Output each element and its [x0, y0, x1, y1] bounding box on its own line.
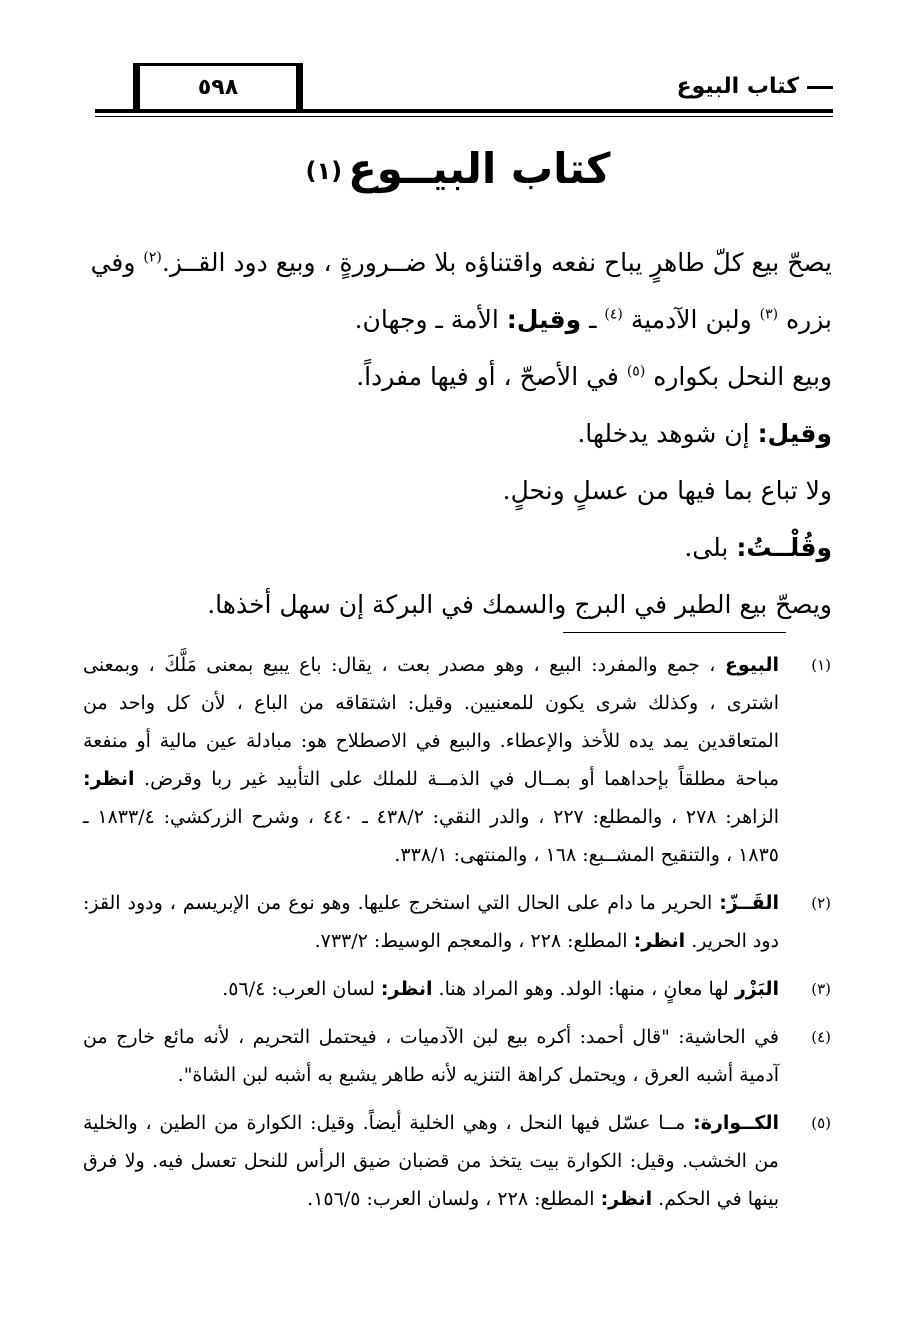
text-line-6	[80, 519, 832, 576]
note-ref-3: (٣)	[759, 306, 779, 323]
header-rule-thin	[95, 116, 833, 117]
note-ref-5: (٥)	[626, 363, 646, 380]
footnote-divider	[563, 632, 786, 633]
running-header	[95, 60, 833, 120]
line7-text: ويصحّ بيع الطير في البرج والسمك في البركة إن سهل أخذها.	[207, 590, 832, 619]
footnote-refs: المطلع: ٢٢٨ ، ولسان العرب: ١٥٦/٥.	[307, 1188, 601, 1210]
footnote-1	[83, 646, 831, 874]
header-rule-thick	[95, 109, 833, 113]
text-line-7	[80, 576, 832, 633]
line6-text: بلى.	[684, 533, 737, 562]
footnote-text	[83, 1104, 779, 1218]
footnote-number: (٥)	[811, 1114, 831, 1132]
main-text	[80, 234, 832, 633]
footnote-refs: لسان العرب: ٥٦/٤.	[222, 978, 381, 1000]
footnote-body: في الحاشية: "قال أحمد: أكره بيع لبن الآدميات ، فيحتمل التحريم ، لأنه مائع خارج من آدمية أشبه العرق ، ويحتمل كراهة التنزيه لأنه طاهر يشبع به أشبه لبن الشاة".	[83, 1026, 779, 1086]
note-ref-2: (٢)	[143, 249, 162, 266]
footnote-body: الحرير ما دام على الحال التي استخرج عليها. وهو نوع من الإبريسم ، ودود القز: دود الحرير.	[83, 892, 779, 952]
chapter-title-text: كتاب البيــوع	[348, 144, 611, 193]
footnote-number: (١)	[811, 656, 831, 674]
page-number: ٥٩٨	[197, 75, 239, 100]
text-line-5	[80, 462, 832, 519]
line1-text: يصحّ بيع كلّ طاهرٍ يباح نفعه واقتناؤه بلا ضــرورةٍ ، وبيع دود القــز.	[161, 248, 832, 277]
footnote-look: انظر:	[380, 978, 433, 1000]
footnote-text	[83, 884, 779, 960]
line2-part-d: الأمة ـ وجهان.	[354, 305, 507, 334]
line3-part-a: وبيع النحل بكواره	[645, 362, 832, 391]
footnote-refs: المطلع: ٢٢٨ ، والمعجم الوسيط: ٧٣٣/٢.	[314, 930, 634, 952]
text-line-1	[80, 234, 832, 291]
footnotes	[83, 646, 831, 1228]
line4-qeel: وقيل:	[757, 419, 832, 448]
footnote-number: (٣)	[811, 980, 831, 998]
footnote-text	[83, 1018, 779, 1094]
line2-qeel: وقيل:	[506, 305, 582, 334]
footnote-body: لها معانٍ ، منها: الولد. وهو المراد هنا.	[432, 978, 735, 1000]
line2-part-b: ولبن الآدمية	[622, 305, 760, 334]
line4-text: إن شوهد يدخلها.	[577, 419, 758, 448]
footnote-number: (٤)	[811, 1028, 831, 1046]
line2-part-a: بزره	[778, 305, 832, 334]
footnote-look: انظر:	[600, 1188, 653, 1210]
running-title-text: كتاب البيوع	[676, 74, 799, 99]
footnote-4	[83, 1018, 831, 1094]
line2-part-c: ـ	[581, 305, 605, 334]
footnote-text	[83, 970, 779, 1008]
chapter-title-note-ref: (١)	[305, 157, 343, 185]
footnote-body: مــا عسّل فيها النحل ، وهي الخلية أيضاً. وقيل: الكوارة من الطين ، والخلية من الخشب. وقيل: الكوارة بيت يتخذ من قضبان ضيق الرأس للنحل تعسل فيه. ولا فرق بينها في الحكم.	[83, 1112, 779, 1210]
line5-text: ولا تباع بما فيها من عسلٍ ونحلٍ.	[502, 476, 832, 505]
footnote-head: القَــزّ:	[719, 892, 779, 914]
footnote-look: انظر:	[633, 930, 686, 952]
chapter-title	[0, 140, 916, 198]
footnote-look: انظر:	[83, 768, 135, 790]
running-title	[677, 74, 833, 99]
text-line-3	[80, 348, 832, 405]
footnote-text	[83, 646, 779, 874]
footnote-3	[83, 970, 831, 1008]
footnote-refs: الزاهر: ٢٧٨ ، والمطلع: ٢٢٧ ، والدر النقي: ٤٣٨/٢ ـ ٤٤٠ ، وشرح الزركشي: ١٨٣٣/٤ ـ ١٨٣٥ ، والتنقيح المشــبع: ١٦٨ ، والمنتهى: ٣٣٨/١.	[83, 806, 779, 866]
footnote-head: البَزْر	[734, 978, 779, 1000]
footnote-head: الكــوارة:	[693, 1112, 779, 1134]
text-line-2	[80, 291, 832, 348]
line1-end: وفي	[90, 248, 144, 277]
footnote-head: البيوع	[724, 654, 779, 676]
page-number-box	[133, 63, 303, 109]
footnote-body: ، جمع والمفرد: البيع ، وهو مصدر بعت ، يقال: باع يبيع بمعنى مَلَّكَ ، وبمعنى اشترى ، وكذلك شرى يكون للمعنيين. وقيل: اشتقاقه من الباع ، لأن كل واحد من المتعاقدين يمد يده للأخذ والإعطاء. والبيع في الاصطلاح هو: مبادلة عين مالية أو منفعة مباحة مطلقاً بإحداهما أو بمــال في الذمــة للملك على التأبيد غير ربا وقرض.	[83, 654, 779, 790]
title-dash	[807, 86, 833, 89]
footnote-2	[83, 884, 831, 960]
line6-qult: وقُلْــتُ:	[736, 533, 832, 562]
text-line-4	[80, 405, 832, 462]
line3-part-b: في الأصحّ ، أو فيها مفرداً.	[356, 362, 627, 391]
note-ref-4: (٤)	[604, 306, 623, 323]
footnote-number: (٢)	[811, 894, 831, 912]
footnote-5	[83, 1104, 831, 1218]
